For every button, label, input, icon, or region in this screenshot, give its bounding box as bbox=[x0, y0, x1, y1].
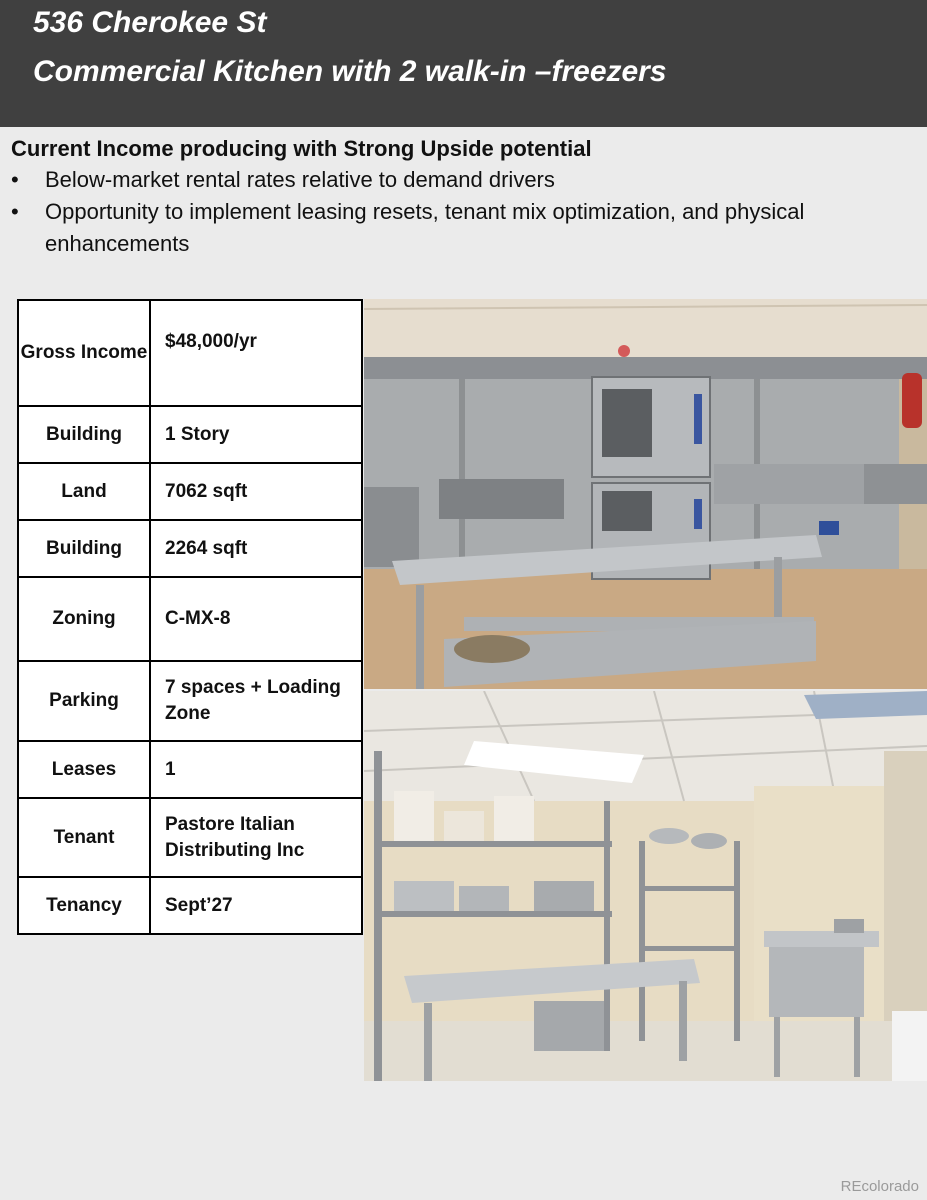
table-row bbox=[18, 798, 362, 877]
fact-value: 1 Story bbox=[150, 406, 362, 463]
table-row bbox=[18, 577, 362, 661]
table-row bbox=[18, 406, 362, 463]
property-subtitle: Commercial Kitchen with 2 walk-in –freezers bbox=[33, 55, 667, 88]
fact-label: Tenant bbox=[18, 798, 150, 877]
fact-label: Land bbox=[18, 463, 150, 520]
property-address: 536 Cherokee St bbox=[33, 6, 267, 39]
fact-value: Sept’27 bbox=[150, 877, 362, 934]
fact-value: 7062 sqft bbox=[150, 463, 362, 520]
fact-value: Pastore Italian Distributing Inc bbox=[150, 798, 362, 877]
fact-label: Parking bbox=[18, 661, 150, 741]
kitchen-storage-sink-photo bbox=[364, 691, 927, 1081]
bullet-glyph: • bbox=[11, 199, 19, 224]
fact-value: 2264 sqft bbox=[150, 520, 362, 577]
table-row bbox=[18, 877, 362, 934]
header-banner bbox=[0, 0, 927, 127]
fact-label: Tenancy bbox=[18, 877, 150, 934]
table-row bbox=[18, 300, 362, 406]
fact-label: Building bbox=[18, 520, 150, 577]
watermark: REcolorado bbox=[840, 1178, 919, 1195]
intro-section bbox=[11, 136, 916, 260]
fact-label: Building bbox=[18, 406, 150, 463]
fact-value: 1 bbox=[150, 741, 362, 798]
intro-bullet bbox=[11, 196, 916, 260]
table-row bbox=[18, 661, 362, 741]
fact-value: C-MX-8 bbox=[150, 577, 362, 661]
table-row bbox=[18, 741, 362, 798]
property-facts-table bbox=[17, 299, 363, 935]
kitchen-cooking-line-photo bbox=[364, 299, 927, 689]
intro-heading: Current Income producing with Strong Upside potential bbox=[11, 136, 592, 161]
fact-value: 7 spaces + Loading Zone bbox=[150, 661, 362, 741]
fact-label: Gross Income bbox=[18, 300, 150, 406]
bullet-glyph: • bbox=[11, 167, 19, 192]
fact-label: Leases bbox=[18, 741, 150, 798]
bullet-text: Opportunity to implement leasing resets, tenant mix optimization, and physical enhancements bbox=[45, 199, 805, 256]
intro-bullet-list bbox=[11, 164, 916, 260]
table-row bbox=[18, 520, 362, 577]
fact-value: $48,000/yr bbox=[150, 300, 362, 406]
bullet-text: Below-market rental rates relative to demand drivers bbox=[45, 167, 555, 192]
fact-label: Zoning bbox=[18, 577, 150, 661]
table-row bbox=[18, 463, 362, 520]
intro-bullet bbox=[11, 164, 916, 196]
